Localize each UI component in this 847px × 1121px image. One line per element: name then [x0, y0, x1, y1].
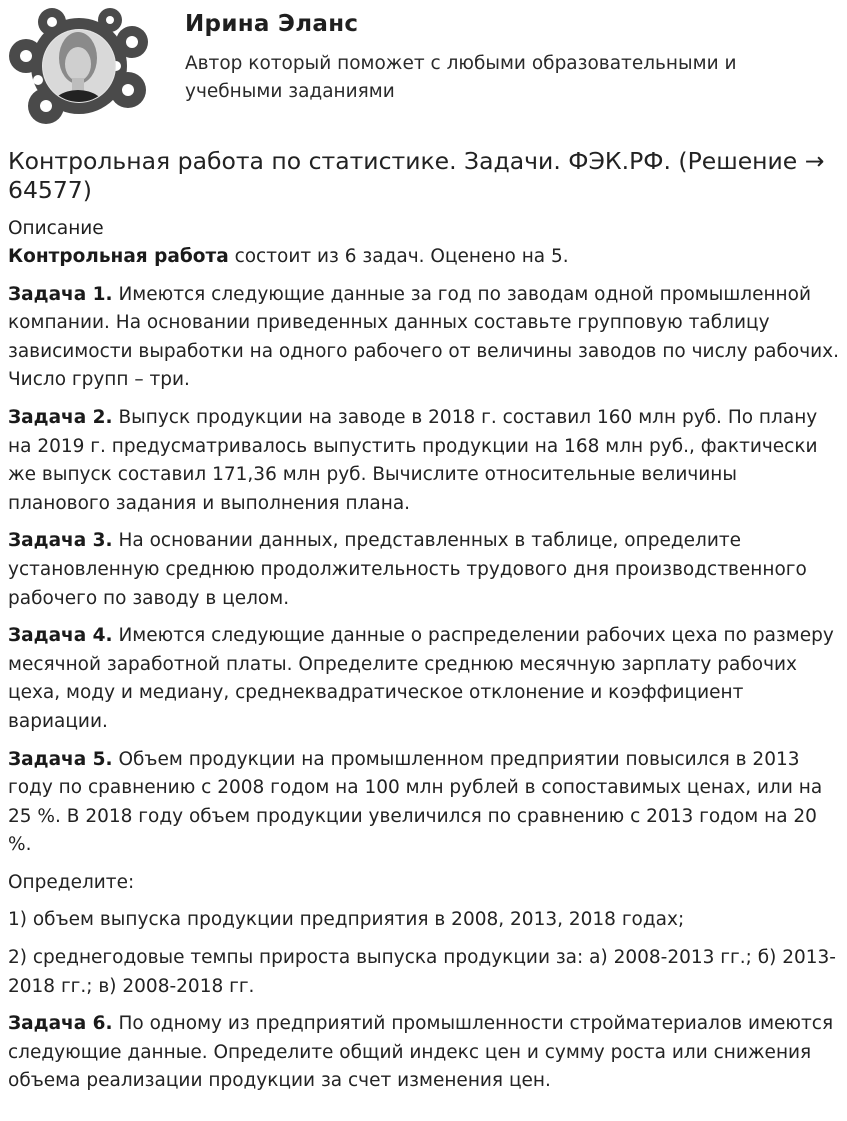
task-text: Имеются следующие данные о распределении рабочих цеха по размеру месячной заработной платы. Определите среднюю месячную зарплату рабочих цеха, моду и медиану, среднеквадратическое отклонение и коэффициент вариации. — [8, 625, 834, 732]
task-label: Задача 4. — [8, 625, 113, 647]
task-label: Задача 6. — [8, 1013, 113, 1035]
page-title: Контрольная работа по статистике. Задачи. ФЭК.РФ. (Решение → 64577) — [8, 147, 825, 204]
avatar — [6, 6, 152, 128]
task-5-item-1: 1) объем выпуска продукции предприятия в 2008, 2013, 2018 годах; — [8, 909, 685, 931]
task-text: По одному из предприятий промышленности стройматериалов имеются следующие данные. Определите общий индекс цен и сумму роста или снижения объема реализации продукции за счет изменения цен. — [8, 1013, 834, 1092]
main-content — [0, 147, 847, 1096]
task-text: Объем продукции на промышленном предприятии повысился в 2013 году по сравнению с 2008 годом на 100 млн рублей в сопоставимых ценах, или на 25 %. В 2018 году объем продукции увеличился по сравнению с 2013 годом на 20 %. — [8, 748, 823, 856]
task-5-item-2: 2) среднегодовые темпы прироста выпуска продукции за: а) 2008-2013 гг.; б) 2013-2018 гг.; в) 2008-2018 гг. — [8, 947, 836, 997]
task-text: Выпуск продукции на заводе в 2018 г. составил 160 млн руб. По плану на 2019 г. предусматривалось выпустить продукции на 168 млн руб., фактически же выпуск составил 171,36 млн руб. Вычислите относительные величины планового задания и выполнения плана. — [8, 406, 818, 514]
task-text: Имеются следующие данные за год по заводам одной промышленной компании. На основании приведенных данных составьте групповую таблицу зависимости выработки на одного рабочего от величины заводов по числу рабочих. Число групп – три. — [8, 283, 839, 391]
task-5-determine: Определите: — [8, 871, 135, 893]
task-label: Задача 1. — [8, 283, 113, 305]
avatar-photo — [6, 6, 152, 128]
author-header — [0, 0, 847, 135]
task-1 — [8, 281, 839, 395]
task-4 — [8, 622, 839, 736]
task-2 — [8, 404, 839, 518]
intro-bold: Контрольная работа — [8, 246, 229, 267]
task-6 — [8, 1010, 839, 1096]
task-label: Задача 2. — [8, 406, 113, 428]
task-3 — [8, 527, 839, 613]
task-5 — [8, 746, 839, 860]
description-label: Описание — [8, 218, 104, 239]
task-label: Задача 5. — [8, 748, 113, 770]
intro-paragraph — [8, 243, 839, 272]
author-description: Автор который поможет с любыми образовательными и учебными заданиями — [185, 53, 737, 102]
task-text: На основании данных, представленных в таблице, определите установленную среднюю продолжительность трудового дня производственного рабочего по заводу в целом. — [8, 530, 807, 609]
intro-text: состоит из 6 задач. Оценено на 5. — [228, 246, 569, 267]
task-label: Задача 3. — [8, 530, 113, 552]
author-name[interactable]: Ирина Эланс — [185, 11, 359, 37]
